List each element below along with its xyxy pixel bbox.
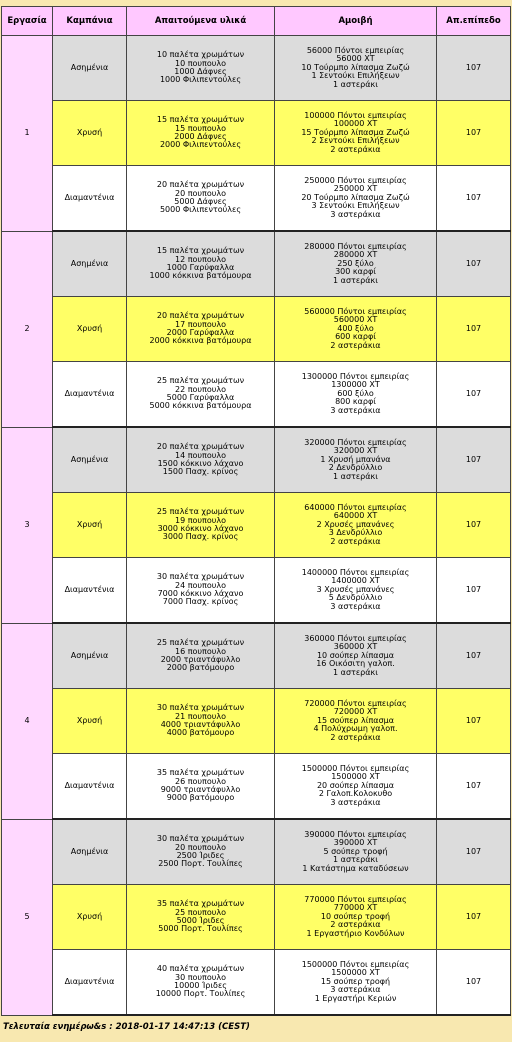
- material-line: 10000 Ίριδες: [174, 981, 227, 990]
- reward-line: 56000 Πόντοι εμπειρίας: [306, 45, 405, 55]
- last-updated: Τελευταία ενημέρω&s : 2018-01-17 14:47:13 (CEST): [3, 1022, 250, 1032]
- material-line: 5000 Γαρύφαλλα: [166, 393, 235, 402]
- reward-line: 10 σούπερ λίπασμα: [316, 650, 395, 660]
- reward-line: 320000 Πόντοι εμπειρίας: [304, 437, 407, 447]
- reward-line: 800 καρφί: [335, 397, 376, 407]
- rewards-cell: [275, 493, 437, 558]
- reward-line: 1500000 ΧΤ: [331, 772, 380, 782]
- reward-line: 100000 ΧΤ: [333, 119, 378, 129]
- material-line: 15 πουπουλο: [174, 123, 227, 133]
- material-line: 20 παλέτα χρωμάτων: [156, 311, 245, 321]
- reward-line: 100000 Πόντοι εμπειρίας: [304, 110, 407, 120]
- materials-cell: [127, 231, 275, 297]
- material-line: 25 πουπουλο: [174, 907, 227, 917]
- level-cell: 107: [437, 819, 511, 885]
- campaign-cell: Διαμαντένια: [53, 950, 127, 1016]
- materials-cell: [127, 297, 275, 362]
- tasks-body: [2, 36, 511, 1016]
- reward-line: 1 αστεράκι: [333, 471, 378, 481]
- level-cell: 107: [437, 885, 511, 950]
- material-line: 15 παλέτα χρωμάτων: [156, 115, 245, 125]
- rewards-cell: [275, 362, 437, 428]
- reward-line: 3 Δενδρύλλιο: [328, 528, 383, 538]
- header-level: Απ.επίπεδο: [437, 7, 511, 36]
- reward-line: 280000 ΧΤ: [333, 250, 378, 260]
- materials-cell: [127, 885, 275, 950]
- materials-cell: [127, 493, 275, 558]
- material-line: 1000 Φιλιπεντούλες: [159, 75, 242, 85]
- material-line: 20 παλέτα χρωμάτων: [156, 442, 245, 452]
- reward-line: 15 σούπερ τροφή: [320, 976, 391, 986]
- reward-line: 640000 Πόντοι εμπειρίας: [304, 502, 407, 512]
- campaign-cell: Χρυσή: [53, 689, 127, 754]
- reward-line: 1 Χρυσή μπανάνα: [320, 454, 391, 464]
- material-line: 1000 κόκκινα βατόμουρα: [149, 271, 252, 281]
- campaign-cell: Ασημένια: [53, 36, 127, 101]
- reward-line: 1500000 Πόντοι εμπειρίας: [301, 763, 410, 773]
- reward-line: 250 ξύλο: [337, 258, 374, 268]
- level-cell: 107: [437, 558, 511, 624]
- material-line: 1000 Γαρύφαλλα: [166, 263, 235, 272]
- material-line: 2500 Ίριδες: [176, 851, 225, 860]
- material-line: 1500 κόκκινο λάχανο: [157, 459, 244, 468]
- level-cell: 107: [437, 166, 511, 232]
- reward-line: 1300000 ΧΤ: [331, 380, 380, 390]
- material-line: 12 πουπουλο: [174, 254, 227, 264]
- rewards-cell: [275, 754, 437, 820]
- reward-line: 56000 ΧΤ: [336, 54, 375, 64]
- reward-line: 2 αστεράκια: [330, 920, 381, 930]
- material-line: 24 πουπουλο: [174, 580, 227, 590]
- reward-line: 280000 Πόντοι εμπειρίας: [304, 241, 407, 251]
- material-line: 30 πουπουλο: [174, 972, 227, 982]
- campaign-cell: Διαμαντένια: [53, 558, 127, 624]
- table-row: [2, 819, 511, 885]
- material-line: 20 πουπουλο: [174, 842, 227, 852]
- campaign-cell: Χρυσή: [53, 101, 127, 166]
- table-row: [2, 362, 511, 428]
- reward-line: 1400000 ΧΤ: [331, 576, 380, 586]
- material-line: 3000 κόκκινο λάχανο: [157, 524, 244, 533]
- header-rewards: Αμοιβή: [275, 7, 437, 36]
- level-cell: 107: [437, 362, 511, 428]
- header-materials: Απαιτούμενα υλικά: [127, 7, 275, 36]
- reward-line: 720000 Πόντοι εμπειρίας: [304, 698, 407, 708]
- reward-line: 720000 ΧΤ: [333, 707, 378, 717]
- reward-line: 400 ξύλο: [337, 323, 374, 333]
- reward-line: 300 καρφί: [335, 267, 376, 277]
- level-cell: 107: [437, 493, 511, 558]
- reward-line: 1 αστεράκι: [333, 79, 378, 89]
- reward-line: 1500000 ΧΤ: [331, 968, 380, 978]
- level-cell: 107: [437, 427, 511, 493]
- materials-cell: [127, 558, 275, 624]
- reward-line: 1400000 Πόντοι εμπειρίας: [301, 567, 410, 577]
- reward-line: 20 Τούρμπο λίπασμα Ζωζώ: [301, 192, 410, 202]
- reward-line: 15 Τούρμπο λίπασμα Ζωζώ: [301, 127, 410, 137]
- task-number: 3: [2, 427, 53, 623]
- reward-line: 1 αστεράκι: [333, 855, 378, 865]
- table-row: [2, 689, 511, 754]
- material-line: 2000 Γαρύφαλλα: [166, 328, 235, 337]
- rewards-cell: [275, 166, 437, 232]
- rewards-cell: [275, 558, 437, 624]
- reward-line: 2 αστεράκια: [330, 340, 381, 350]
- level-cell: 107: [437, 231, 511, 297]
- reward-line: 1500000 Πόντοι εμπειρίας: [301, 959, 410, 969]
- rewards-cell: [275, 623, 437, 689]
- header-task: Εργασία: [2, 7, 53, 36]
- material-line: 25 παλέτα χρωμάτων: [156, 507, 245, 517]
- rewards-cell: [275, 689, 437, 754]
- task-number: 5: [2, 819, 53, 1015]
- material-line: 1500 Πασχ. κρίνος: [162, 467, 239, 477]
- reward-line: 1 Σεντούκι Επιλήξεων: [311, 71, 400, 81]
- reward-line: 5 Δενδρύλλιο: [328, 593, 383, 603]
- material-line: 9000 βατόμουρο: [166, 793, 235, 803]
- reward-line: 15 σούπερ λίπασμα: [316, 715, 395, 725]
- reward-line: 600 καρφί: [335, 332, 376, 342]
- table-row: [2, 231, 511, 297]
- materials-cell: [127, 36, 275, 101]
- material-line: 2000 Δάφνες: [174, 132, 227, 141]
- rewards-cell: [275, 36, 437, 101]
- material-line: 3000 Πασχ. κρίνος: [162, 532, 239, 542]
- campaign-cell: Χρυσή: [53, 885, 127, 950]
- reward-line: 4 Πολύχρωμη γαλοπ.: [313, 724, 398, 734]
- table-row: [2, 558, 511, 624]
- materials-cell: [127, 819, 275, 885]
- campaign-cell: Χρυσή: [53, 297, 127, 362]
- rewards-cell: [275, 885, 437, 950]
- material-line: 10000 Πορτ. Τουλίπες: [155, 989, 246, 999]
- table-row: [2, 297, 511, 362]
- campaign-cell: Διαμαντένια: [53, 362, 127, 428]
- reward-line: 640000 ΧΤ: [333, 511, 378, 521]
- material-line: 21 πουπουλο: [174, 711, 227, 721]
- reward-line: 1 αστεράκι: [333, 667, 378, 677]
- material-line: 30 παλέτα χρωμάτων: [156, 703, 245, 713]
- reward-line: 3 Χρυσές μπανάνες: [316, 584, 395, 594]
- rewards-cell: [275, 101, 437, 166]
- reward-line: 3 Σεντούκι Επιλήξεων: [311, 201, 400, 211]
- material-line: 17 πουπουλο: [174, 319, 227, 329]
- reward-line: 5 σούπερ τροφή: [323, 846, 388, 856]
- reward-line: 20 σούπερ λίπασμα: [316, 780, 395, 790]
- header-campaign: Καμπάνια: [53, 7, 127, 36]
- level-cell: 107: [437, 689, 511, 754]
- campaign-cell: Ασημένια: [53, 427, 127, 493]
- rewards-cell: [275, 427, 437, 493]
- material-line: 10 παλέτα χρωμάτων: [156, 50, 245, 60]
- material-line: 40 παλέτα χρωμάτων: [156, 964, 245, 974]
- reward-line: 10 σούπερ τροφή: [320, 911, 391, 921]
- reward-line: 1 Εργαστήριο Κονδύλων: [306, 928, 405, 938]
- level-cell: 107: [437, 297, 511, 362]
- material-line: 35 παλέτα χρωμάτων: [156, 768, 245, 778]
- materials-cell: [127, 362, 275, 428]
- materials-cell: [127, 623, 275, 689]
- reward-line: 390000 ΧΤ: [333, 838, 378, 848]
- material-line: 9000 τριαντάφυλλο: [160, 785, 241, 794]
- material-line: 30 παλέτα χρωμάτων: [156, 834, 245, 844]
- materials-cell: [127, 754, 275, 820]
- reward-line: 10 Τούρμπο λίπασμα Ζωζώ: [301, 62, 410, 72]
- rewards-cell: [275, 819, 437, 885]
- campaign-cell: Διαμαντένια: [53, 166, 127, 232]
- reward-line: 3 αστεράκια: [330, 601, 381, 611]
- materials-cell: [127, 689, 275, 754]
- reward-line: 1300000 Πόντοι εμπειρίας: [301, 371, 410, 381]
- materials-cell: [127, 101, 275, 166]
- material-line: 25 παλέτα χρωμάτων: [156, 376, 245, 386]
- material-line: 10 πουπουλο: [174, 58, 227, 68]
- table-row: [2, 166, 511, 232]
- reward-line: 250000 Πόντοι εμπειρίας: [304, 175, 407, 185]
- reward-line: 770000 ΧΤ: [333, 903, 378, 913]
- material-line: 25 παλέτα χρωμάτων: [156, 638, 245, 648]
- reward-line: 2 Δενδρύλλιο: [328, 463, 383, 473]
- level-cell: 107: [437, 950, 511, 1016]
- reward-line: 560000 Πόντοι εμπειρίας: [304, 306, 407, 316]
- reward-line: 1 αστεράκι: [333, 275, 378, 285]
- material-line: 4000 βατόμουρο: [166, 728, 235, 738]
- task-number: 1: [2, 36, 53, 232]
- material-line: 22 πουπουλο: [174, 384, 227, 394]
- material-line: 14 πουπουλο: [174, 450, 227, 460]
- reward-line: 1 Εργαστήρι Κεριών: [314, 993, 397, 1003]
- table-row: [2, 754, 511, 820]
- material-line: 5000 Δάφνες: [174, 197, 227, 206]
- material-line: 7000 κόκκινο λάχανο: [157, 589, 244, 598]
- material-line: 26 πουπουλο: [174, 776, 227, 786]
- material-line: 1000 Δάφνες: [174, 67, 227, 76]
- reward-line: 770000 Πόντοι εμπειρίας: [304, 894, 407, 904]
- table-row: [2, 427, 511, 493]
- material-line: 16 πουπουλο: [174, 646, 227, 656]
- campaign-cell: Ασημένια: [53, 819, 127, 885]
- table-row: [2, 623, 511, 689]
- rewards-cell: [275, 950, 437, 1016]
- material-line: 2000 βατόμουρο: [166, 663, 235, 673]
- rewards-cell: [275, 297, 437, 362]
- material-line: 20 πουπουλο: [174, 188, 227, 198]
- table-row: [2, 885, 511, 950]
- material-line: 2000 Φιλιπεντούλες: [159, 140, 242, 150]
- campaign-cell: Διαμαντένια: [53, 754, 127, 820]
- reward-line: 360000 ΧΤ: [333, 642, 378, 652]
- reward-line: 2 αστεράκια: [330, 536, 381, 546]
- material-line: 30 παλέτα χρωμάτων: [156, 572, 245, 582]
- task-number: 2: [2, 231, 53, 427]
- header-row: [2, 7, 511, 36]
- level-cell: 107: [437, 101, 511, 166]
- table-row: [2, 36, 511, 101]
- reward-line: 1 Κατάστημα καταδύσεων: [302, 863, 409, 873]
- rewards-cell: [275, 231, 437, 297]
- campaign-cell: Ασημένια: [53, 231, 127, 297]
- level-cell: 107: [437, 36, 511, 101]
- reward-line: 560000 ΧΤ: [333, 315, 378, 325]
- reward-line: 2 Χρυσές μπανάνες: [316, 519, 395, 529]
- reward-line: 600 ξύλο: [337, 388, 374, 398]
- reward-line: 3 αστεράκια: [330, 405, 381, 415]
- materials-cell: [127, 950, 275, 1016]
- reward-line: 390000 Πόντοι εμπειρίας: [304, 829, 407, 839]
- campaign-cell: Χρυσή: [53, 493, 127, 558]
- table-row: [2, 493, 511, 558]
- reward-line: 16 Οικόσιτη γαλοπ.: [316, 659, 395, 669]
- material-line: 5000 Φιλιπεντούλες: [159, 205, 242, 215]
- material-line: 7000 Πασχ. κρίνος: [162, 597, 239, 607]
- material-line: 4000 τριαντάφυλλο: [160, 720, 241, 729]
- material-line: 5000 κόκκινα βατόμουρα: [149, 401, 252, 411]
- material-line: 5000 Ίριδες: [176, 916, 225, 925]
- material-line: 15 παλέτα χρωμάτων: [156, 246, 245, 256]
- reward-line: 360000 Πόντοι εμπειρίας: [304, 633, 407, 643]
- reward-line: 3 αστεράκια: [330, 985, 381, 995]
- campaign-cell: Ασημένια: [53, 623, 127, 689]
- table-row: [2, 101, 511, 166]
- tasks-table: [1, 6, 511, 1016]
- reward-line: 3 αστεράκια: [330, 209, 381, 219]
- reward-line: 2 αστεράκια: [330, 144, 381, 154]
- level-cell: 107: [437, 754, 511, 820]
- material-line: 35 παλέτα χρωμάτων: [156, 899, 245, 909]
- material-line: 19 πουπουλο: [174, 515, 227, 525]
- reward-line: 320000 ΧΤ: [333, 446, 378, 456]
- material-line: 2000 τριαντάφυλλο: [160, 655, 241, 664]
- material-line: 20 παλέτα χρωμάτων: [156, 180, 245, 190]
- reward-line: 3 αστεράκια: [330, 797, 381, 807]
- task-number: 4: [2, 623, 53, 819]
- reward-line: 2 Σεντούκι Επιλήξεων: [311, 136, 400, 146]
- material-line: 5000 Πορτ. Τουλίπες: [158, 924, 243, 934]
- material-line: 2500 Πορτ. Τουλίπες: [158, 859, 243, 869]
- material-line: 2000 κόκκινα βατόμουρα: [149, 336, 252, 346]
- reward-line: 2 αστεράκια: [330, 732, 381, 742]
- materials-cell: [127, 427, 275, 493]
- level-cell: 107: [437, 623, 511, 689]
- materials-cell: [127, 166, 275, 232]
- reward-line: 2 Γαλοπ.Κολοκυθο: [318, 789, 393, 799]
- reward-line: 250000 ΧΤ: [333, 184, 378, 194]
- table-row: [2, 950, 511, 1016]
